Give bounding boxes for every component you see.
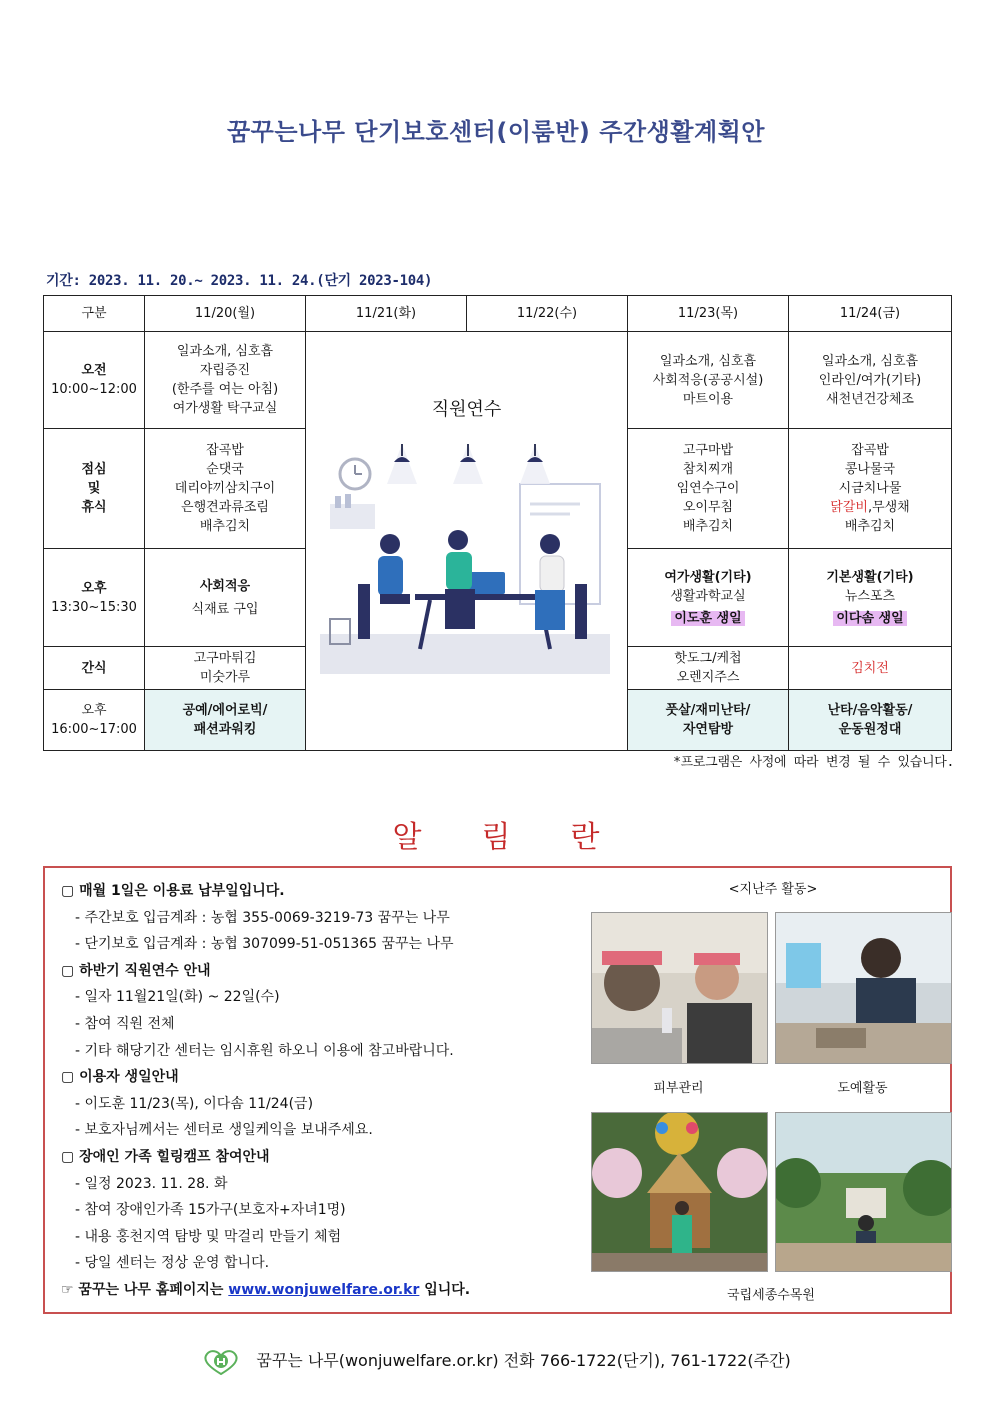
menu-dakgalbi: 닭갈비 [830, 500, 868, 515]
row-label-afternoon: 오후 13:30~15:30 [44, 549, 145, 647]
cell-fri-morning: 일과소개, 심호흡 인라인/여가(기타) 새천년건강체조 [789, 332, 952, 429]
schedule-note: *프로그램은 사정에 따라 변경 될 수 있습니다. [673, 755, 954, 770]
notice-item: - 일정 2023. 11. 28. 화 [75, 1175, 228, 1192]
notice-item: - 참여 장애인가족 15가구(보호자+자녀1명) [75, 1202, 346, 1219]
cell-thu-lunch: 고구마밥 참치찌개 임연수구이 오이무침 배추김치 [628, 429, 789, 549]
header-tue: 11/21(화) [306, 296, 467, 332]
notice-item: - 일자 11월21일(화) ~ 22일(수) [75, 989, 280, 1006]
row-label-morning: 오전 10:00~12:00 [44, 332, 145, 429]
photo-skin-care [591, 912, 768, 1064]
birthday-badge-fri: 이다솜 생일 [833, 611, 906, 626]
notice-item: - 기타 해당기간 센터는 임시휴원 하오니 이용에 참고바랍니다. [75, 1042, 454, 1059]
header-mon: 11/20(월) [145, 296, 306, 332]
footer-contact: 꿈꾸는 나무(wonjuwelfare.or.kr) 전화 766-1722(단기), 761-1722(주간) [256, 1351, 791, 1370]
cell-fri-snack: 김치전 [789, 647, 952, 690]
cell-mon-snack: 고구마튀김 미숫가루 [145, 647, 306, 690]
notice-item: - 단기보호 입금계좌 : 농협 307099-51-051365 꿈꾸는 나무 [75, 936, 454, 953]
photo-arboretum-1 [591, 1112, 768, 1272]
row-label-late: 오후 16:00~17:00 [44, 690, 145, 751]
notice-heading: ▢ 매월 1일은 이용료 납부일입니다. [61, 883, 285, 899]
notice-heading: ▢ 하반기 직원연수 안내 [61, 962, 211, 979]
table-row-morning [44, 332, 952, 429]
homepage-line: ☞ 꿈꾸는 나무 홈페이지는 www.wonjuwelfare.or.kr 입니다. [61, 1281, 471, 1298]
footer [0, 1348, 992, 1375]
row-label-snack: 간식 [44, 647, 145, 690]
caption-arboretum: 국립세종수목원 [727, 1288, 815, 1303]
logo-icon [201, 1349, 241, 1375]
notice-item: - 주간보호 입금계좌 : 농협 355-0069-3219-73 꿈꾸는 나무 [75, 909, 450, 926]
table-header-row [44, 296, 952, 332]
cell-thu-snack: 핫도그/케첩 오렌지주스 [628, 647, 789, 690]
photos-header: <지난주 활동> [728, 882, 818, 897]
notice-heading: ▢ 장애인 가족 힐링캠프 참여안내 [61, 1148, 270, 1165]
cell-thu-morning: 일과소개, 심호흡 사회적응(공공시설) 마트이용 [628, 332, 789, 429]
header-fri: 11/24(금) [789, 296, 952, 332]
meeting-illustration [320, 444, 610, 674]
notice-item: - 보호자님께서는 센터로 생일케익을 보내주세요. [75, 1122, 373, 1139]
cell-thu-afternoon: 여가생활(기타) 생활과학교실 이도훈 생일 [628, 549, 789, 647]
header-thu: 11/23(목) [628, 296, 789, 332]
photo-arboretum-2 [775, 1112, 952, 1272]
notice-item: - 참여 직원 전체 [75, 1015, 175, 1032]
notice-item: - 내용 홍천지역 탐방 및 막걸리 만들기 체험 [75, 1228, 342, 1245]
row-label-lunch: 점심 및 휴식 [44, 429, 145, 549]
cell-fri-late: 난타/음악활동/ 운동원정대 [789, 690, 952, 751]
cell-fri-lunch: 잡곡밥 콩나물국 시금치나물 닭갈비,무생채 배추김치 [789, 429, 952, 549]
header-wed: 11/22(수) [467, 296, 628, 332]
caption-skin-care: 피부관리 [653, 1081, 704, 1096]
cell-mon-morning: 일과소개, 심호흡 자립증진 (한주를 여는 아침) 여가생활 탁구교실 [145, 332, 306, 429]
notice-item: - 당일 센터는 정상 운영 합니다. [75, 1255, 270, 1272]
notice-list [61, 878, 601, 1304]
notice-item: - 이도훈 11/23(목), 이다솜 11/24(금) [75, 1095, 314, 1112]
weekly-schedule-table [43, 295, 952, 751]
cell-mon-lunch: 잡곡밥 순댓국 데리야끼삼치구이 은행견과류조림 배추김치 [145, 429, 306, 549]
cell-mon-late: 공예/에어로빅/ 패션과워킹 [145, 690, 306, 751]
document-title: 꿈꾸는나무 단기보호센터(이룸반) 주간생활계획안 [226, 118, 765, 146]
notice-heading: ▢ 이용자 생일안내 [61, 1069, 179, 1086]
notice-board-title: 알림란 [392, 820, 660, 855]
birthday-badge-thu: 이도훈 생일 [671, 611, 744, 626]
schedule-period: 기간: 2023. 11. 20.~ 2023. 11. 24.(단기 2023-104) [46, 273, 433, 289]
notice-board [43, 866, 952, 1314]
cell-fri-afternoon: 기본생활(기타) 뉴스포츠 이다솜 생일 [789, 549, 952, 647]
cell-mon-afternoon: 사회적응 식재료 구입 [145, 549, 306, 647]
header-category: 구분 [44, 296, 145, 332]
homepage-link[interactable]: www.wonjuwelfare.or.kr [228, 1281, 420, 1298]
cell-thu-late: 풋살/재미난타/ 자연탐방 [628, 690, 789, 751]
caption-pottery: 도예활동 [837, 1081, 888, 1096]
staff-training-label: 직원연수 [431, 399, 502, 420]
cell-staff-training [306, 332, 628, 751]
photo-pottery [775, 912, 952, 1064]
